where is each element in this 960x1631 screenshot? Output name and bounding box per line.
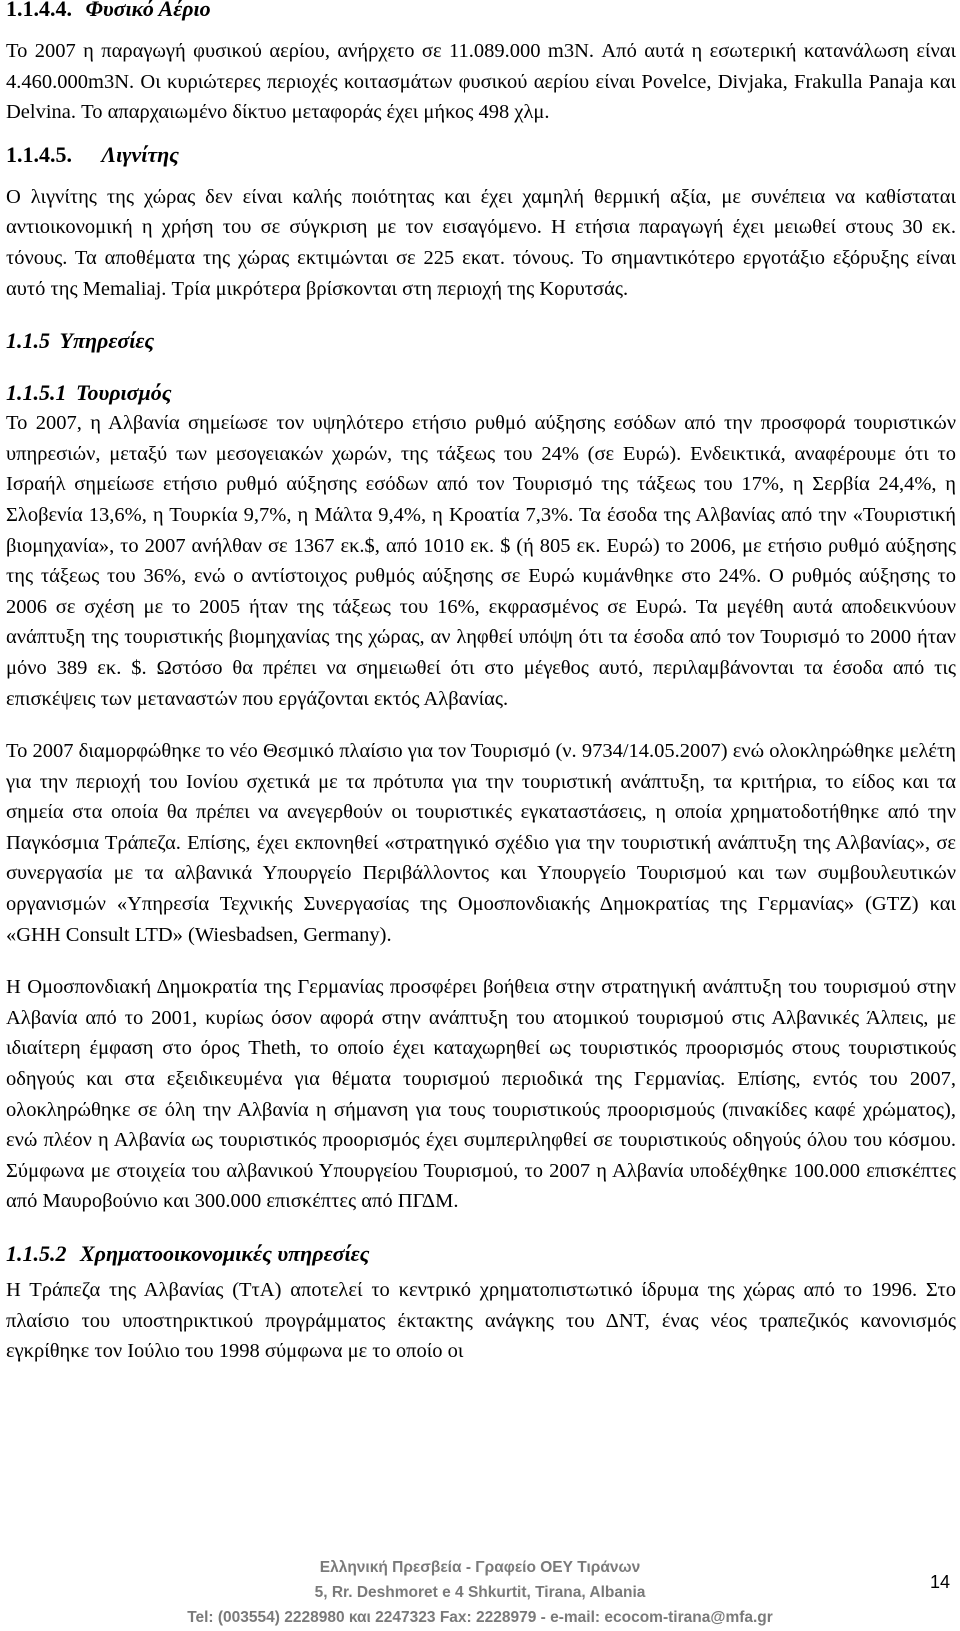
heading-title: Τουρισμός (76, 380, 172, 406)
section-heading-services (6, 326, 956, 356)
paragraph-natural-gas: Το 2007 η παραγωγή φυσικού αερίου, ανήρχετο σε 11.089.000 m3N. Από αυτά η εσωτερική κατανάλωση είναι 4.460.000m3N. Οι κυριώτερες περιοχές κοιτασμάτων φυσικού αερίου είναι Povelce, Divjaka, Frakulla Panaja και Delvina. Το απαρχαιωμένο δίκτυο μεταφοράς έχει μήκος 498 χλμ. (6, 40, 956, 124)
paragraph-tourism-2: Το 2007 διαμορφώθηκε το νέο Θεσμικό πλαίσιο για τον Τουρισμό (ν. 9734/14.05.2007) ενώ ολοκληρώθηκε μελέτη για την περιοχή του Ιονίου σχετικά με τα πρότυπα για την τουριστική ανάπτυξη, τα κριτήρια, το είδος και τα σημεία στα οποία θα πρέπει να ανεγερθούν οι τουριστικές εγκαταστάσεις, η οποία χρηματοδοτήθηκε από την Παγκόσμια Τράπεζα. Επίσης, έχει εκπονηθεί «στρατηγικό σχέδιο για την τουριστική ανάπτυξη της Αλβανίας», σε συνεργασία με τα αλβανικά Υπουργείο Περιβάλλοντος και Υπουργείο Τουρισμού και των συμβουλευτικών οργανισμών «Υπηρεσία Τεχνικής Συνεργασίας της Ομοσπονδιακής Δημοκρατίας της Γερμανίας» (GTZ) και «GHH Consult LTD» (Wiesbadsen, Germany). (6, 740, 956, 946)
heading-number: 1.1.5.2 (6, 1241, 67, 1266)
paragraph-lignite: Ο λιγνίτης της χώρας δεν είναι καλής ποιότητας και έχει χαμηλή θερμική αξία, με συνέπεια να καθίσταται αντιοικονομική η χρήση του σε σύγκριση με τον εισαγόμενο. Η ετήσια παραγωγή έχει μειωθεί στους 30 εκ. τόνους. Τα αποθέματα της χώρας εκτιμώνται σε 225 εκατ. τόνους. Το σημαντικότερο εργοτάξιο εξόρυξης είναι αυτό της Memaliaj. Τρία μικρότερα βρίσκονται στη περιοχή της Κορυτσάς. (6, 185, 956, 300)
heading-number: 1.1.5.1 (6, 380, 67, 406)
paragraph-tourism-3: Η Ομοσπονδιακή Δημοκρατία της Γερμανίας προσφέρει βοήθεια στην στρατηγική ανάπτυξη του τουρισμού στην Αλβανία από το 2001, κυρίως όσον αφορά στην ανάπτυξη του ατομικού τουρισμού στις Αλβανικές Άλπεις, με ιδιαίτερη έμφαση στο όρος Theth, το οποίο έχει καταχωρηθεί ως τουριστικός προορισμός στους τουριστικούς οδηγούς και στα εξειδικευμένα για θέματα τουρισμού περιοδικά της Γερμανίας. Επίσης, εντός του 2007, ολοκληρώθηκε σε όλη την Αλβανία η σήμανση για τους τουριστικούς προορισμούς (πινακίδες καφέ χρώματος), ενώ πλέον η Αλβανία ως τουριστικός προορισμός έχει συμπεριληφθεί σε τουριστικούς οδηγούς όλου του κόσμου. Σύμφωνα με στοιχεία του αλβανικού Υπουργείου Τουρισμού, το 2007 η Αλβανία υποδέχθηκε 100.000 επισκέπτες από Μαυροβούνιο και 300.000 επισκέπτες από ΠΓΔΜ. (6, 976, 956, 1213)
section-heading-natural-gas (6, 0, 956, 24)
heading-number: 1.1.4.4. (6, 0, 72, 21)
footer-contact: Tel: (003554) 2228980 και 2247323 Fax: 2228979 - e-mail: ecocom-tirana@mfa.gr (187, 1609, 773, 1626)
footer-office: Ελληνική Πρεσβεία - Γραφείο ΟΕΥ Τιράνων (319, 1559, 641, 1576)
heading-number: 1.1.5 (6, 328, 50, 354)
footer-address: 5, Rr. Deshmoret e 4 Shkurtit, Tirana, Albania (314, 1584, 646, 1601)
heading-title: Χρηματοοικονομικές υπηρεσίες (80, 1241, 370, 1266)
page-number: 14 (930, 1572, 951, 1592)
paragraph-financial-services: Η Τράπεζα της Αλβανίας (ΤτΑ) αποτελεί το κεντρικό χρηματοπιστωτικό ίδρυμα της χώρας από το 1996. Στο πλαίσιο του υποστηρικτικού προγράμματος έκτακτης ανάγκης του ΔΝΤ, ένας νέος τραπεζικός κανονισμός εγκρίθηκε τον Ιούλιο του 1998 σύμφωνα με το οποίο οι (6, 1279, 956, 1363)
heading-title: Φυσικό Αέριο (85, 0, 211, 21)
heading-title: Υπηρεσίες (59, 328, 155, 354)
heading-number: 1.1.4.5. (6, 141, 72, 167)
document-body (6, 0, 956, 1367)
paragraph-tourism-1: Το 2007, η Αλβανία σημείωσε τον υψηλότερο ετήσιο ρυθμό αύξησης εσόδων από την προσφορά τουριστικών υπηρεσιών, μεταξύ των μεσογειακών χωρών, της τάξεως του 24% (σε Ευρώ). Ενδεικτικά, αναφέρουμε ότι το Ισραήλ σημείωσε ετήσιο ρυθμό αύξησης εσόδων από τον Τουρισμό της τάξεως του 17%, η Σερβία 24,4%, η Σλοβενία 13,6%, η Τουρκία 9,7%, η Μάλτα 9,4%, η Κροατία 7,3%. Τα έσοδα της Αλβανίας από την «Τουριστική βιομηχανία», το 2007 ανήλθαν σε 1367 εκ.$, από 1010 εκ. $ (ή 805 εκ. Ευρώ) το 2006, με ετήσιο ρυθμό αύξησης της τάξεως του 36%, ενώ ο αντίστοιχος ρυθμός αύξησης σε Ευρώ κυμάνθηκε στο 24%. Ο ρυθμός αύξησης το 2006 σε σχέση με το 2005 ήταν της τάξεως του 16%, εκφρασμένος σε Ευρώ. Τα μεγέθη αυτά αποδεικνύουν ανάπτυξη της τουριστικής βιομηχανίας της χώρας, αν ληφθεί υπόψη ότι τα έσοδα από τον Τουρισμό το 2000 ήταν μόνο 389 εκ. $. Ωστόσο θα πρέπει να σημειωθεί ότι στο μέγεθος αυτό, περιλαμβάνονται τα έσοδα από τις επισκέψεις των μεταναστών που εργάζονται εκτός Αλβανίας. (6, 412, 956, 710)
heading-title: Λιγνίτης (101, 141, 179, 167)
page-footer (0, 1555, 960, 1630)
section-heading-tourism (6, 378, 956, 408)
section-heading-lignite (6, 140, 956, 170)
section-heading-financial-services (6, 1239, 956, 1269)
